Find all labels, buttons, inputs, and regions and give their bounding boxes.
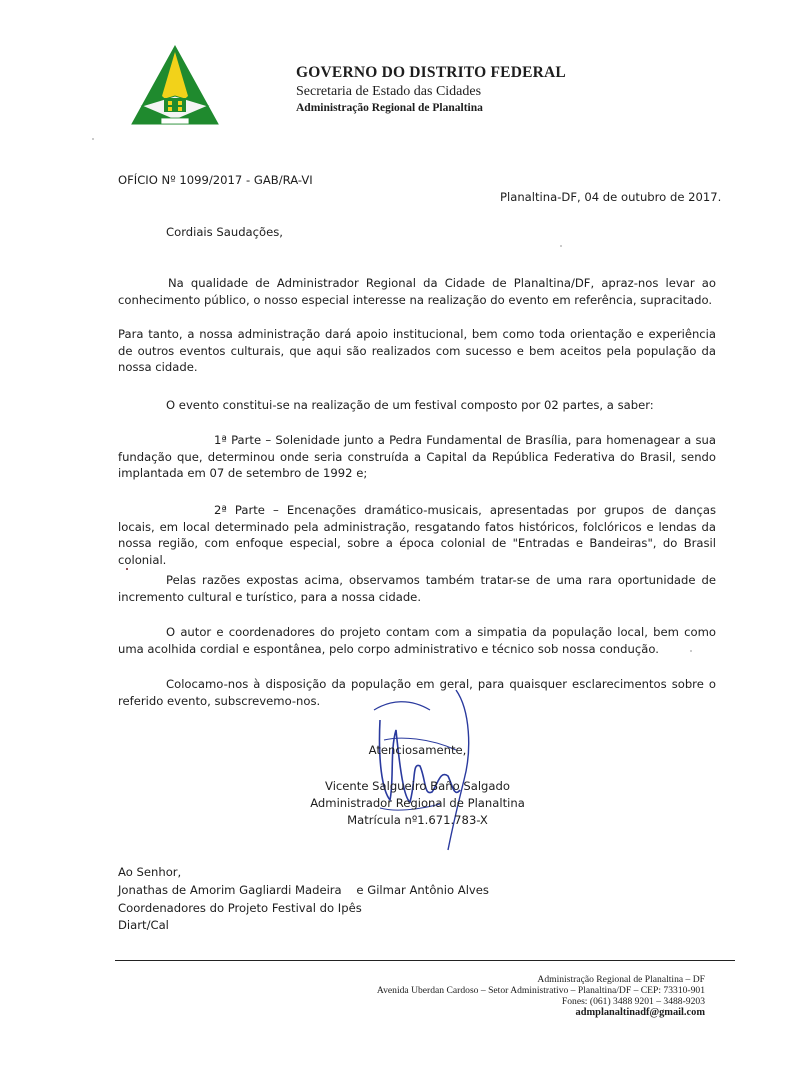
place-date: Planaltina-DF, 04 de outubro de 2017. bbox=[500, 190, 722, 204]
body-paragraph: Pelas razões expostas acima, observamos também tratar-se de uma rara oportunidade de incremento cultural e turístico, para a nossa cidade. bbox=[118, 573, 716, 604]
body-paragraph: O evento constitui-se na realização de um festival composto por 02 partes, a saber: bbox=[166, 398, 654, 412]
scan-speck bbox=[92, 138, 94, 140]
document-reference: OFÍCIO Nº 1099/2017 - GAB/RA-VI bbox=[118, 173, 313, 187]
government-name: GOVERNO DO DISTRITO FEDERAL bbox=[296, 64, 566, 81]
scan-speck bbox=[126, 568, 128, 570]
body-paragraph: Colocamo-nos à disposição da população em geral, para quaisquer esclarecimentos sobre o referido evento, subscrevemo-nos. bbox=[118, 677, 716, 708]
body-paragraph: 2ª Parte – Encenações dramático-musicais, apresentadas por grupos de danças locais, em local determinado pela administração, resgatando fatos históricos, folclóricos e lendas da nossa região, com enfoque especial, sobre a época colonial de "Entradas e Bandeiras", do Brasil colonial. bbox=[118, 503, 716, 567]
footer-email: admplanaltinadf@gmail.com bbox=[575, 1007, 705, 1018]
footer-address bbox=[377, 974, 705, 1018]
body-paragraph: O autor e coordenadores do projeto contam com a simpatia da população local, bem como uma acolhida cordial e espontânea, pelo corpo administrativo e técnico sob nossa condução. bbox=[118, 625, 716, 656]
signatory-title: Administrador Regional de Planaltina bbox=[310, 796, 525, 810]
recipient-names: Jonathas de Amorim Gagliardi Madeira e Gilmar Antônio Alves bbox=[118, 883, 489, 897]
scan-speck bbox=[690, 650, 692, 652]
body-paragraph: Para tanto, a nossa administração dará apoio institucional, bem como toda orientação e experiência de outros eventos culturais, que aqui são realizados com sucesso e bem aceitos pela população da nossa cidade. bbox=[118, 327, 716, 374]
secretariat-name: Secretaria de Estado das Cidades bbox=[296, 84, 482, 99]
scan-speck bbox=[560, 245, 562, 247]
administration-name: Administração Regional de Planaltina bbox=[296, 102, 483, 114]
body-paragraph: Na qualidade de Administrador Regional da Cidade de Planaltina/DF, apraz-nos levar ao conhecimento público, o nosso especial interesse na realização do evento em referência, supracitado. bbox=[118, 276, 716, 307]
footer-office: Administração Regional de Planaltina – DF bbox=[537, 974, 705, 985]
letterhead bbox=[296, 64, 566, 114]
body-paragraph: 1ª Parte – Solenidade junto a Pedra Fundamental de Brasília, para homenagear a sua fundação que, determinou onde seria construída a Capital da República Federativa do Brasil, sendo implantada em 07 de setembro de 1992 e; bbox=[118, 433, 716, 480]
closing: Atenciosamente, bbox=[368, 743, 467, 757]
footer-divider bbox=[115, 960, 735, 961]
district-coat-of-arms-icon bbox=[128, 44, 222, 132]
signatory-name: Vicente Salgueiro Baño Salgado bbox=[325, 779, 510, 793]
signatory-registration: Matrícula nº1.671.783-X bbox=[347, 813, 488, 827]
recipient-salutation: Ao Senhor, bbox=[118, 865, 182, 879]
greeting: Cordiais Saudações, bbox=[166, 225, 283, 239]
recipient-role: Coordenadores do Projeto Festival do Ipês bbox=[118, 901, 362, 915]
recipient-code: Diart/Cal bbox=[118, 918, 169, 932]
handwritten-signature bbox=[360, 680, 490, 855]
footer-street: Avenida Uberdan Cardoso – Setor Administrativo – Planaltina/DF – CEP: 73310-901 bbox=[376, 985, 705, 996]
footer-phones: Fones: (061) 3488 9201 – 3488-9203 bbox=[561, 996, 705, 1007]
